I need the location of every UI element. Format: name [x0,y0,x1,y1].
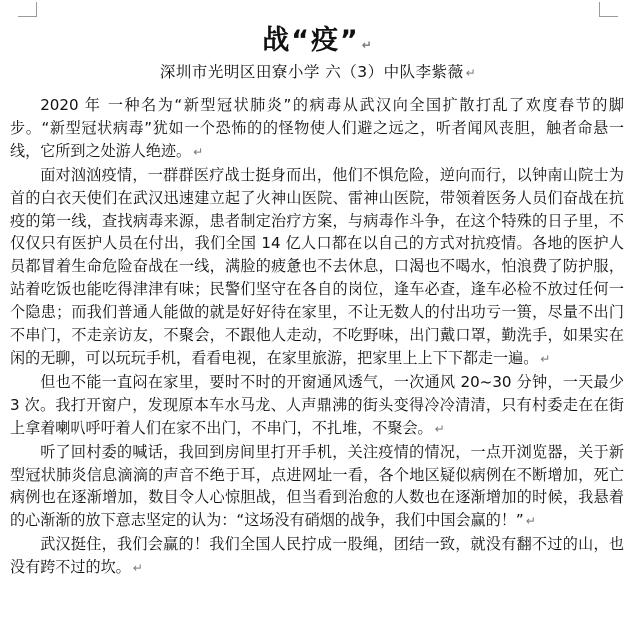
paragraph-mark-icon: ↵ [193,144,204,159]
paragraph-4 [10,441,624,534]
paragraph-5 [10,533,624,580]
paragraph-text: 面对汹汹疫情，一群群医疗战士挺身而出，他们不惧危险，逆向而行，以钟南山院士为首的白衣天使们在武汉迅速建立起了火神山医院、雷神山医院，带领着医务人员们奋战在抗疫的第一线，查找病毒来源，患者制定治疗方案，与病毒作斗争，在这个特殊的日子里，不仅仅只有医护人员在付出，我们全国 14 亿人口都在以自己的方式对抗疫情。各地的医护人员都冒着生命危险奋战在一线，满脸的疲惫也不去休息，口渴也不喝水，怕浪费了防护服，站着吃饭也能吃得津津有味；民警们坚守在各自的岗位，逢车必查，逢车必检不放过任何一个隐患；而我们普通人能做的就是好好待在家里，不让无数人的付出功亏一篑，尽量不出门不串门，不走亲访友，不聚会，不跟他人走动，不吃野味，出门戴口罩，勤洗手，如果实在闲的无聊，可以玩玩手机，看看电视，在家里旅游，把家里上上下下都走一遍。 [10,165,624,367]
paragraph-text: 听了回村委的喊话，我回到房间里打开手机，关注疫情的情况，一点开浏览器，关于新型冠状肺炎信息滴滴的声音不绝于耳，点进网址一看，各个地区疑似病例在不断增加，死亡病例也在逐渐增加，数目令人心惊胆战，但当看到治愈的人数也在逐渐增加的时候，我悬着的心渐渐的放下意志坚定的认为：“这场没有硝烟的战争，我们中国会赢的！” [10,442,624,530]
paragraph-text: 但也不能一直闷在家里，要时不时的开窗通风透气，一次通风 20~30 分钟，一天最少 3 次。我打开窗户，发现原本车水马龙、人声鼎沸的街头变得冷冷清清，只有村委走在在街上拿着喇叭呼吁着人们在家不出门，不串门，不扎堆，不聚会。 [10,372,624,437]
paragraph-3 [10,371,624,441]
document-title-text: 战“疫” [262,25,360,56]
paragraph-text: 2020 年 一种名为“新型冠状肺炎”的病毒从武汉向全国扩散打乱了欢度春节的脚步。“新型冠状病毒”犹如一个恐怖的的怪物使人们避之远之，听者闻风丧胆，触者命悬一线，它所到之处游人绝迹。 [10,96,624,160]
paragraph-mark-icon: ↵ [434,421,445,436]
document-byline[interactable] [0,60,636,82]
paragraph-mark-icon: ↵ [525,514,536,529]
paragraph-mark-icon: ↵ [540,351,551,366]
document-body[interactable] [10,94,624,580]
paragraph-mark-icon: ↵ [361,38,374,52]
paragraph-2 [10,164,624,371]
page-corner-mark-right [599,2,618,17]
paragraph-text: 武汉挺住，我们会赢的！我们全国人民拧成一股绳，团结一致，就没有翻不过的山，也没有跨不过的坎。 [10,535,624,577]
document-title[interactable] [0,18,636,57]
document-byline-text: 深圳市光明区田寮小学 六（3）中队李紫薇 [159,63,464,81]
paragraph-mark-icon: ↵ [465,66,477,80]
paragraph-1 [10,94,624,164]
page-corner-mark-left [18,2,37,17]
paragraph-mark-icon: ↵ [132,561,143,576]
